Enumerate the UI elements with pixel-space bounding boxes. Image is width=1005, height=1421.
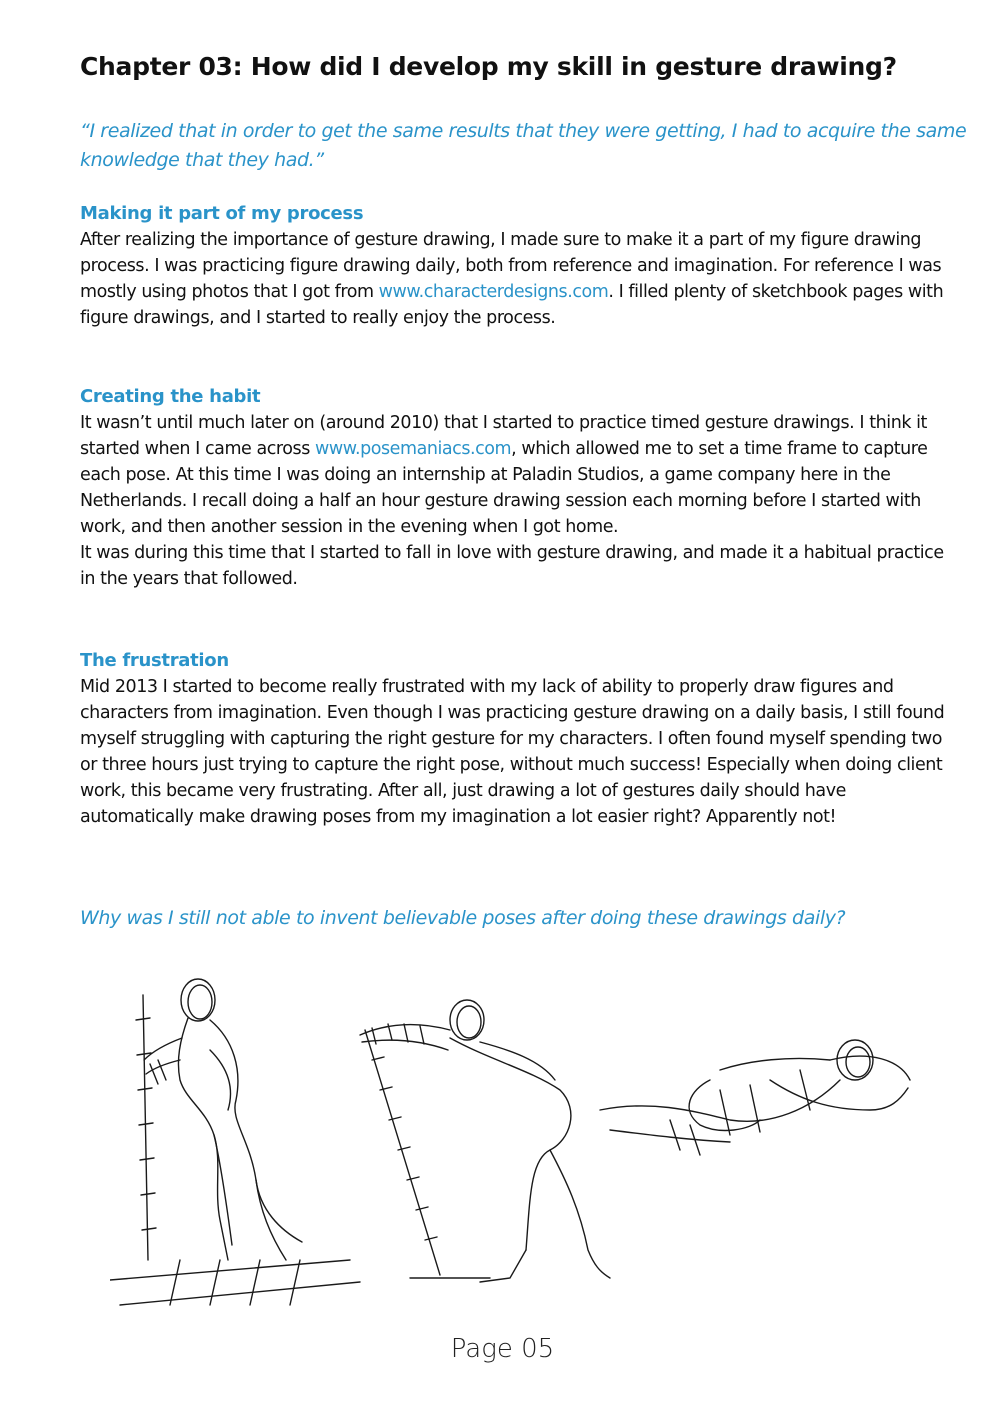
chapter-title: Chapter 03: How did I develop my skill in gesture drawing?: [80, 52, 897, 81]
body-text: , which allowed me to set a time frame to capture each pose. At this time I was doing an internship at Paladin Studios, a game company here in the Netherlands. I recall doing a half an hour gesture drawing session each morning before I started with work, and then another session in the evening when I got home.: [80, 439, 928, 537]
section-body-habit: [80, 410, 960, 540]
page-number: Page 05: [450, 1334, 555, 1364]
body-text: . I filled plenty of sketchbook pages with figure drawings, and I started to really enjoy the process.: [80, 282, 944, 328]
link-posemaniacs[interactable]: www.posemaniacs.com: [314, 439, 512, 459]
section-heading-process: Making it part of my process: [80, 203, 364, 224]
section-process: [80, 201, 960, 331]
sketch-standing-figure: [110, 979, 360, 1305]
section-body-habit-2: It was during this time that I started to fall in love with gesture drawing, and made it a habitual practice in the years that followed.: [80, 543, 944, 589]
gesture-sketches: [110, 960, 920, 1340]
body-text: It wasn’t until much later on (around 2010) that I started to practice timed gesture drawings. I think it started when I came across: [80, 413, 927, 459]
link-characterdesigns[interactable]: www.characterdesigns.com: [378, 282, 609, 302]
section-frustration: [80, 648, 960, 830]
section-body-process: [80, 227, 960, 331]
sketch-bending-figure: [360, 1000, 610, 1282]
pull-quote: “I realized that in order to get the same results that they were getting, I had to acquire the same knowledge that they had.”: [80, 120, 967, 171]
body-text: After realizing the importance of gesture drawing, I made sure to make it a part of my figure drawing process. I was practicing figure drawing daily, both from reference and imagination. For reference I was mostly using photos that I got from: [80, 230, 942, 302]
section-body-frustration: Mid 2013 I started to become really frustrated with my lack of ability to properly draw figures and characters from imagination. Even though I was practicing gesture drawing on a daily basis, I still found myself struggling with capturing the right gesture for my characters. I often found myself spending two or three hours just trying to capture the right pose, without much success! Especially when doing client work, this became very frustrating. After all, just drawing a lot of gestures daily should have automatically make drawing poses from my imagination a lot easier right? Apparently not!: [80, 677, 945, 827]
section-habit: [80, 384, 960, 592]
sketch-reclining-figure: [600, 1040, 910, 1155]
section-heading-frustration: The frustration: [80, 650, 229, 671]
closing-question: Why was I still not able to invent believable poses after doing these drawings daily?: [80, 907, 846, 929]
section-heading-habit: Creating the habit: [80, 386, 261, 407]
